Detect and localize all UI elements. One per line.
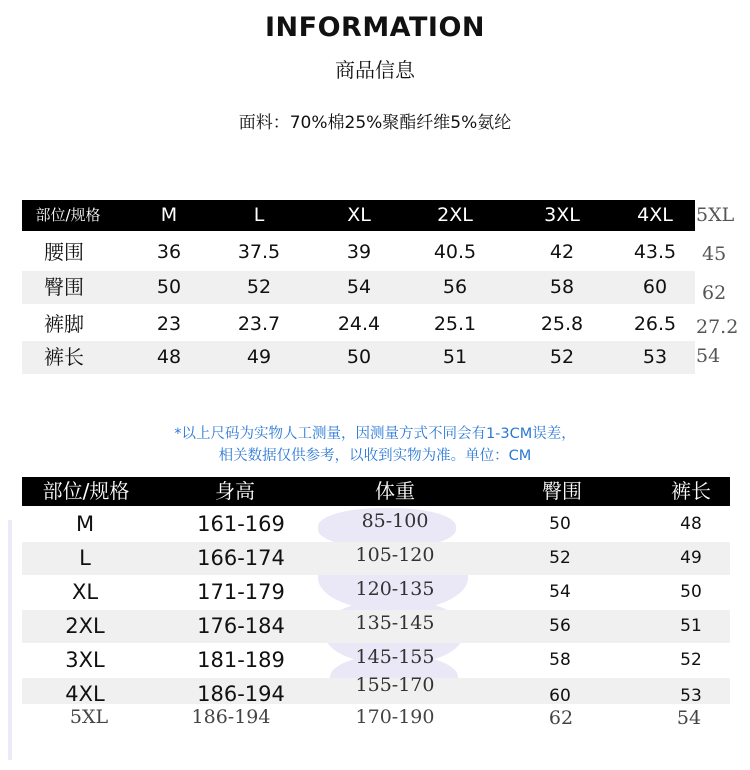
table-cell: 120-135 xyxy=(355,578,435,600)
table-cell: 52 xyxy=(246,276,272,298)
column-header: XL xyxy=(347,204,371,226)
table-row xyxy=(22,576,730,609)
table-cell: 181-189 xyxy=(197,648,285,672)
column-header: 部位/规格 xyxy=(42,479,130,503)
size-label: 5XL xyxy=(69,706,109,728)
table-cell: 54 xyxy=(549,582,571,602)
row-label: 臀围 xyxy=(44,275,84,299)
fit-table-header xyxy=(22,477,730,506)
table-cell: 54 xyxy=(346,276,372,298)
table-cell: 53 xyxy=(680,686,702,706)
size-label: L xyxy=(79,546,91,570)
table-cell: 56 xyxy=(442,276,468,298)
table-cell: 51 xyxy=(442,346,468,368)
table-cell: 58 xyxy=(549,650,571,670)
row-label: 裤长 xyxy=(44,345,84,369)
table-row xyxy=(22,674,730,706)
table-row xyxy=(22,702,730,732)
decorative-stripe xyxy=(8,520,12,760)
table-cell: 50 xyxy=(346,346,372,368)
measurement-note: *以上尺码为实物人工测量，因测量方式不同会有1-3CM误差， xyxy=(174,426,576,442)
table-cell: 48 xyxy=(156,346,182,368)
column-header: 臀围 xyxy=(542,479,582,503)
table-cell: 85-100 xyxy=(361,510,429,532)
table-row xyxy=(22,542,730,575)
table-cell: 52 xyxy=(549,346,575,368)
table-cell: 135-145 xyxy=(355,612,435,634)
table-cell-extra: 54 xyxy=(696,345,721,367)
table-cell: 161-169 xyxy=(197,512,285,536)
column-header-extra: 5XL xyxy=(696,204,735,226)
table-cell: 145-155 xyxy=(355,646,435,668)
column-header: 4XL xyxy=(637,204,673,226)
table-cell: 51 xyxy=(680,616,702,636)
table-cell: 50 xyxy=(156,276,182,298)
table-row xyxy=(22,341,695,374)
table-cell: 48 xyxy=(680,514,702,534)
table-cell: 53 xyxy=(642,346,668,368)
table-cell: 37.5 xyxy=(237,241,281,263)
table-cell: 50 xyxy=(680,582,702,602)
size-label: XL xyxy=(71,580,99,604)
size-label: 2XL xyxy=(65,614,105,638)
size-label: M xyxy=(75,512,95,536)
table-row xyxy=(22,508,730,541)
row-label: 腰围 xyxy=(44,240,84,264)
table-cell: 56 xyxy=(549,616,571,636)
size-label: 3XL xyxy=(65,648,105,672)
column-header: M xyxy=(160,204,178,226)
page-subtitle: 商品信息 xyxy=(335,58,415,82)
table-cell: 54 xyxy=(676,707,702,729)
table-cell-extra: 62 xyxy=(702,282,727,304)
table-cell: 105-120 xyxy=(355,544,435,566)
table-cell: 186-194 xyxy=(197,682,285,706)
table-cell: 23.7 xyxy=(237,313,281,335)
table-cell: 166-174 xyxy=(197,546,285,570)
table-cell: 26.5 xyxy=(633,313,677,335)
fabric-composition: 面料：70%棉25%聚酯纤维5%氨纶 xyxy=(238,113,512,133)
table-cell: 49 xyxy=(680,548,702,568)
size-label: 4XL xyxy=(65,682,105,706)
table-cell: 62 xyxy=(548,707,574,729)
column-header: 裤长 xyxy=(671,479,711,503)
table-cell: 171-179 xyxy=(197,580,285,604)
table-cell: 186-194 xyxy=(191,706,271,728)
column-header: 身高 xyxy=(215,479,255,503)
table-cell-extra: 27.2 xyxy=(696,316,739,338)
table-cell-extra: 45 xyxy=(702,243,727,265)
table-cell: 58 xyxy=(549,276,575,298)
table-cell: 170-190 xyxy=(355,706,435,728)
table-cell: 43.5 xyxy=(633,241,677,263)
measurement-note: 相关数据仅供参考，以收到实物为准。单位：CM xyxy=(218,448,532,464)
table-cell: 52 xyxy=(680,650,702,670)
table-cell: 25.8 xyxy=(540,313,584,335)
size-table-header xyxy=(22,200,695,231)
table-cell: 52 xyxy=(549,548,571,568)
table-cell: 39 xyxy=(346,241,372,263)
table-cell: 60 xyxy=(642,276,668,298)
column-header: 体重 xyxy=(375,479,415,503)
table-row xyxy=(22,308,695,341)
table-row xyxy=(22,610,730,643)
table-cell: 40.5 xyxy=(433,241,477,263)
table-cell: 60 xyxy=(549,686,571,706)
table-cell: 49 xyxy=(246,346,272,368)
table-cell: 36 xyxy=(156,241,182,263)
table-cell: 42 xyxy=(549,241,575,263)
table-row xyxy=(22,271,695,304)
table-cell: 25.1 xyxy=(433,313,477,335)
table-cell: 24.4 xyxy=(337,313,381,335)
table-cell: 23 xyxy=(156,313,182,335)
column-header: L xyxy=(253,204,265,226)
column-header: 部位/规格 xyxy=(35,206,101,224)
page-title: INFORMATION xyxy=(264,12,485,43)
table-cell: 50 xyxy=(549,514,571,534)
table-cell: 155-170 xyxy=(355,674,435,696)
table-cell: 176-184 xyxy=(197,614,285,638)
column-header: 3XL xyxy=(544,204,580,226)
table-row xyxy=(22,236,695,269)
row-label: 裤脚 xyxy=(44,312,84,336)
column-header: 2XL xyxy=(437,204,473,226)
